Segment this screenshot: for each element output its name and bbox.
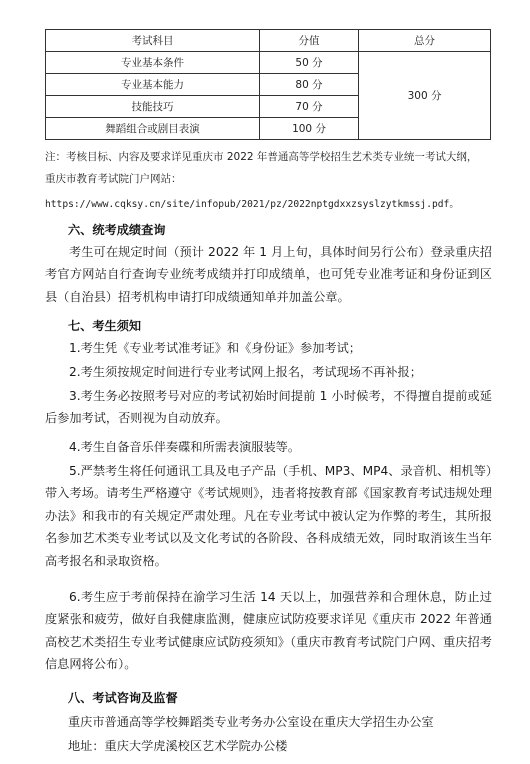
subject-cell: 技能技巧 — [46, 96, 260, 118]
score-cell: 50 分 — [259, 52, 358, 74]
notice-item-1: 1.考生凭《专业考试准考证》和《身份证》参加考试； — [69, 341, 361, 355]
table-header-row — [46, 30, 491, 52]
score-cell: 100 分 — [259, 118, 358, 140]
header-subject: 考试科目 — [46, 30, 260, 52]
office-address: 地址：重庆大学虎溪校区艺术学院办公楼 — [68, 739, 288, 753]
note-line-2: 重庆市教育考试院门户网站： — [45, 173, 182, 185]
subject-cell: 专业基本条件 — [46, 52, 260, 74]
section-8-heading: 八、考试咨询及监督 — [68, 691, 178, 705]
score-table — [45, 29, 491, 140]
header-total: 总分 — [359, 30, 491, 52]
exam-outline-link[interactable]: https://www.cqksy.cn/site/infopub/2021/pz/2022nptgdxxzsyslzytkmssj.pdf。 — [45, 199, 459, 210]
section-7-heading: 七、考生须知 — [68, 319, 142, 333]
notice-item-3: 3.考生务必按照考号对应的考试初始时间提前 1 小时候考，不得擅自提前或延后参加考试，否则视为自动放弃。 — [45, 389, 492, 426]
table-row — [46, 52, 491, 74]
score-cell: 80 分 — [259, 74, 358, 96]
notice-item-5: 5.严禁考生将任何通讯工具及电子产品（手机、MP3、MP4、录音机、相机等）带入考场。请考生严格遵守《考试规则》，违者将按教育部《国家教育考试违规处理办法》和我市的有关规定严肃处理。凡在专业考试中被认定为作弊的考生，其所报名参加艺术类专业考试以及文化考试的各阶段、各科成绩无效，同时取消该生当年高考报名和录取资格。 — [45, 464, 492, 568]
subject-cell: 舞蹈组合或剧目表演 — [46, 118, 260, 140]
note-line-1: 注：考核目标、内容及要求详见重庆市 2022 年普通高等学校招生艺术类专业统一考试大纲， — [45, 151, 478, 163]
score-cell: 70 分 — [259, 96, 358, 118]
section-6-paragraph: 考生可在规定时间（预计 2022 年 1 月上旬，具体时间另行公布）登录重庆招考官方网站自行查询专业统考成绩并打印成绩单，也可凭专业准考证和身份证到区县（自治县）招考机构申请打印成绩通知单并加盖公章。 — [45, 245, 492, 304]
subject-cell: 专业基本能力 — [46, 74, 260, 96]
section-6-heading: 六、统考成绩查询 — [68, 223, 166, 237]
notice-item-6: 6.考生应于考前保持在渝学习生活 14 天以上，加强营养和合理休息，防止过度紧张和疲劳，做好自我健康监测，健康应试防疫要求详见《重庆市 2022 年普通高校艺术类招生专业考试健康应试防疫须知》（重庆市教育考试院门户网、重庆招考信息网将公布）。 — [45, 590, 492, 672]
notice-item-4: 4.考生自备音乐伴奏碟和所需表演服装等。 — [69, 440, 301, 454]
total-cell: 300 分 — [359, 52, 491, 140]
office-location: 重庆市普通高等学校舞蹈类专业考务办公室设在重庆大学招生办公室 — [68, 715, 434, 729]
notice-item-2: 2.考生须按规定时间进行专业考试网上报名，考试现场不再补报； — [69, 365, 422, 379]
header-score: 分值 — [259, 30, 358, 52]
